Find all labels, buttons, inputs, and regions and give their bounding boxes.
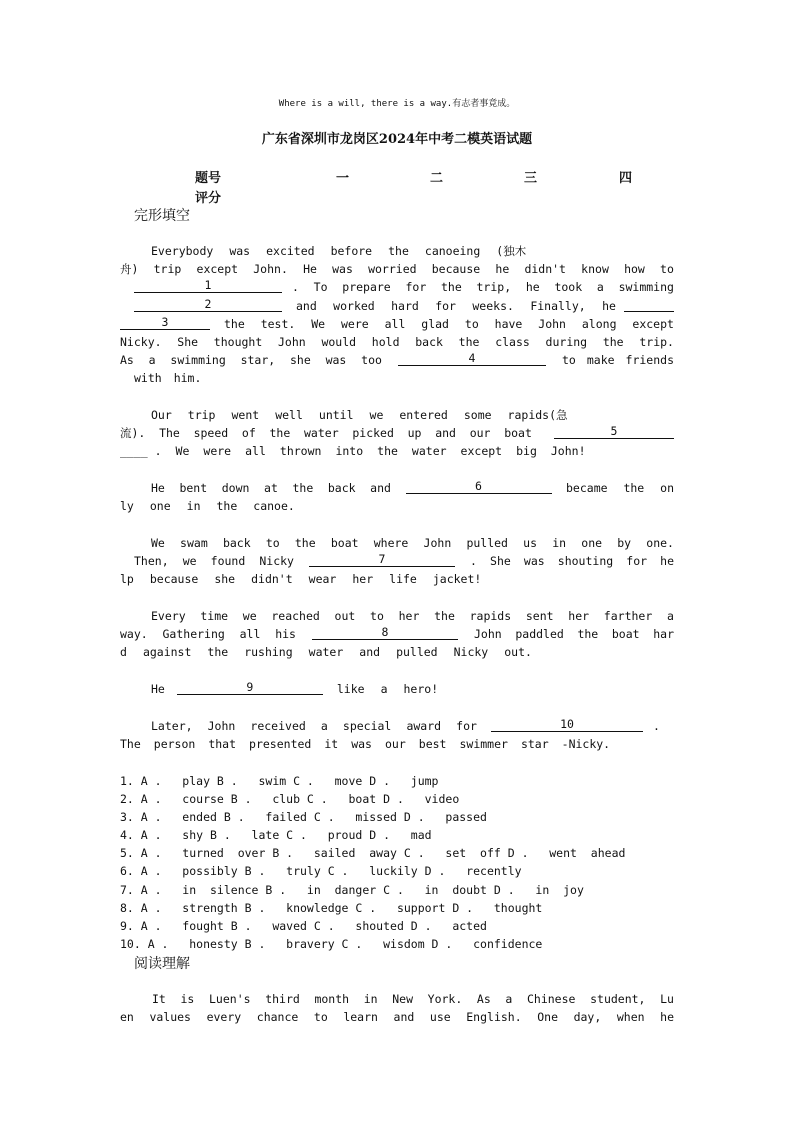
word: water <box>308 645 344 660</box>
word: New <box>392 992 413 1006</box>
word: a <box>320 719 328 733</box>
word: was <box>332 262 353 277</box>
word: and <box>359 645 381 660</box>
word: hold <box>371 334 400 349</box>
word: weeks. <box>472 298 514 313</box>
word: She <box>490 554 511 569</box>
blank-1[interactable]: 1 <box>134 278 282 293</box>
text-line <box>120 479 674 497</box>
word: -Nicky. <box>561 737 611 752</box>
word: a <box>666 609 674 623</box>
word: in <box>186 499 201 514</box>
word: He <box>151 481 165 495</box>
text-line <box>120 607 674 625</box>
word: swam <box>180 536 208 550</box>
word: her <box>568 609 590 623</box>
word: har <box>653 627 674 642</box>
word: pulled <box>466 536 508 550</box>
word: our <box>469 426 491 441</box>
word: hero! <box>403 682 439 696</box>
text-line <box>120 625 674 643</box>
word: were <box>340 316 369 331</box>
word: trip. <box>639 334 674 349</box>
word: we <box>182 554 197 569</box>
option-row: 2. A . course B . club C . boat D . video <box>120 792 460 807</box>
word: John <box>474 627 502 642</box>
text-line <box>120 534 674 552</box>
word: We <box>311 316 326 331</box>
word: way. <box>120 627 148 642</box>
option-row: 5. A . turned over B . sailed away C . set off D . went ahead <box>120 846 626 861</box>
word: canoe. <box>253 499 295 514</box>
word: back <box>415 334 443 349</box>
word: trip <box>187 408 216 422</box>
word: it <box>324 737 339 752</box>
section-heading-cloze: 完形填空 <box>134 208 190 224</box>
word: took <box>554 280 583 295</box>
word: John <box>538 316 566 331</box>
word: boat <box>611 627 640 642</box>
word: swimmer <box>459 737 508 752</box>
blank-6[interactable]: 6 <box>406 479 552 494</box>
word: day, <box>573 1010 602 1025</box>
word: every <box>206 1010 242 1025</box>
blank-4[interactable]: 4 <box>398 351 546 366</box>
word: until <box>318 408 354 422</box>
word: the <box>458 334 480 349</box>
word: except <box>632 316 674 331</box>
word: hard <box>391 298 419 313</box>
word: the <box>292 481 314 495</box>
word: before <box>330 244 373 258</box>
word: the <box>440 280 462 295</box>
word: third <box>265 992 300 1006</box>
word: on <box>660 481 674 495</box>
word: the <box>269 426 291 441</box>
word: rushing <box>244 645 293 660</box>
word: in <box>552 536 567 550</box>
word: life <box>389 572 417 587</box>
word: . <box>292 280 299 295</box>
word: received <box>250 719 306 733</box>
word: English. <box>466 1010 522 1025</box>
word: Every <box>151 609 186 623</box>
word: en <box>120 1010 134 1025</box>
word: trip, <box>476 280 512 295</box>
word: some <box>463 408 492 422</box>
word: swimming <box>170 353 226 368</box>
word: Nicky <box>453 645 489 660</box>
word: back <box>327 481 356 495</box>
word: into <box>335 444 364 459</box>
word: the <box>377 444 398 459</box>
word: he <box>525 280 540 295</box>
word: found <box>210 554 246 569</box>
word: He <box>303 262 317 277</box>
word: She <box>177 334 199 349</box>
word: except <box>196 262 239 277</box>
word: was <box>351 737 372 752</box>
word: ly <box>120 499 134 514</box>
text-line <box>120 315 674 333</box>
paragraph-7 <box>120 717 674 753</box>
blank-9[interactable]: 9 <box>177 680 323 695</box>
word: boat <box>504 426 532 441</box>
word: would <box>321 334 357 349</box>
word: As <box>476 992 491 1006</box>
word: star <box>520 737 549 752</box>
word: she <box>214 572 236 587</box>
word: 流). <box>120 426 146 441</box>
word: learn <box>343 1010 378 1025</box>
word: because <box>149 572 199 587</box>
word: We <box>175 444 190 459</box>
word: too <box>361 353 382 368</box>
word: farther <box>603 609 653 623</box>
word: and <box>296 298 317 313</box>
motto: Where is a will, there is a way.有志者事竟成。 <box>278 99 516 109</box>
score-table-col-1: 一 <box>336 171 350 186</box>
word: for <box>626 554 648 569</box>
word: The <box>159 426 180 441</box>
paragraph-2 <box>120 406 674 461</box>
word: is <box>180 992 195 1006</box>
word: Gathering <box>162 627 225 642</box>
word: reached <box>271 609 320 623</box>
word: student, <box>590 992 646 1006</box>
paragraph-4 <box>120 534 674 589</box>
word: against <box>142 645 192 660</box>
word: like <box>336 682 365 696</box>
word: didn't <box>524 262 566 277</box>
word: all <box>245 444 266 459</box>
option-row: 10. A . honesty B . bravery C . wisdom D . confidence <box>120 936 543 951</box>
word: the <box>623 481 645 495</box>
word: she <box>290 353 311 368</box>
word: award <box>406 719 442 733</box>
word: a <box>148 353 156 368</box>
word: he <box>602 298 616 313</box>
word: for <box>405 280 427 295</box>
word: John <box>278 334 306 349</box>
word: the <box>577 627 599 642</box>
paragraph-1 <box>120 242 674 388</box>
word: that <box>208 737 237 752</box>
word: use <box>429 1010 451 1025</box>
word: Everybody <box>151 244 214 258</box>
text-line <box>120 278 674 296</box>
word: where <box>373 536 409 550</box>
word: her <box>352 572 374 587</box>
text-line <box>120 242 674 260</box>
word: of <box>241 426 256 441</box>
word: the <box>224 316 245 331</box>
word: month <box>314 992 350 1006</box>
option-row: 3. A . ended B . failed C . missed D . passed <box>120 810 487 825</box>
word: one <box>149 499 171 514</box>
word: how <box>624 262 645 277</box>
word: he <box>660 1010 674 1025</box>
word: As <box>120 353 134 368</box>
word: us <box>523 536 538 550</box>
word: and <box>370 481 391 495</box>
word: friends <box>625 353 674 368</box>
word: was <box>523 554 545 569</box>
word: ____ . <box>120 444 162 459</box>
word: special <box>342 719 392 733</box>
word: speed <box>193 426 229 441</box>
word: glad <box>421 316 449 331</box>
text-line <box>120 1008 674 1026</box>
word: to <box>660 262 674 277</box>
word: our <box>384 737 406 752</box>
score-table-row-label: 题号 <box>195 171 222 186</box>
word: entered <box>399 408 448 422</box>
word: one. <box>646 536 674 550</box>
word: Finally, <box>530 298 586 313</box>
word: pulled <box>396 645 438 660</box>
word: thought <box>213 334 263 349</box>
score-table-col-2: 二 <box>430 171 444 186</box>
word: Then, <box>134 554 169 569</box>
word: jacket! <box>432 572 482 587</box>
option-row: 4. A . shy B . late C . proud D . mad <box>120 828 432 843</box>
word: sent <box>525 609 554 623</box>
text-line <box>120 735 674 753</box>
blank-10[interactable]: 10 <box>491 717 643 732</box>
word: to <box>370 609 384 623</box>
text-line <box>120 333 674 351</box>
word: water <box>411 444 447 459</box>
option-row: 8. A . strength B . knowledge C . support D . thought <box>120 900 543 915</box>
word: One <box>537 1010 558 1025</box>
blank-5[interactable]: 5 <box>554 424 674 439</box>
word: was <box>229 244 251 258</box>
word: wear <box>308 572 337 587</box>
word: the <box>216 499 238 514</box>
word: were <box>203 444 232 459</box>
word: water <box>304 426 339 441</box>
word: worried <box>368 262 417 277</box>
word: for <box>435 298 456 313</box>
reading-passage <box>120 990 674 1026</box>
word: to <box>464 316 479 331</box>
word: rapids(急 <box>507 408 568 422</box>
word: (独木 <box>496 244 527 258</box>
word: swimming <box>618 280 674 295</box>
blank-3-start <box>624 297 674 312</box>
word: the <box>207 645 229 660</box>
word: It <box>152 992 166 1006</box>
word: test. <box>260 316 296 331</box>
text-line <box>120 406 674 424</box>
word: 舟) <box>120 262 139 277</box>
word: and <box>435 426 456 441</box>
word: the <box>434 609 455 623</box>
word: he <box>660 554 674 569</box>
score-table-col-4: 四 <box>619 171 633 186</box>
word: him. <box>173 371 202 386</box>
word: John! <box>550 444 586 459</box>
text-line: Later, John received a special award for 10 . <box>120 717 674 735</box>
word: by <box>617 536 632 550</box>
blank-2[interactable]: 2 <box>134 297 282 312</box>
word: to <box>313 1010 328 1025</box>
word: make <box>586 353 615 368</box>
paragraph-5 <box>120 607 674 662</box>
word: and <box>393 1010 415 1025</box>
text-line <box>120 552 674 570</box>
word: we <box>242 609 257 623</box>
text-line <box>120 643 674 661</box>
word: Our <box>151 408 172 422</box>
word: shouting <box>557 554 614 569</box>
word: all <box>239 627 261 642</box>
word: Later, <box>151 719 193 733</box>
word: he <box>495 262 510 277</box>
text-line <box>120 497 674 515</box>
text-line <box>120 351 674 369</box>
word: John <box>207 719 236 733</box>
options-list <box>120 772 680 953</box>
word: trip <box>153 262 182 277</box>
word: To <box>313 280 328 295</box>
word: worked <box>333 298 375 313</box>
word: Chinese <box>526 992 576 1006</box>
text-line <box>120 570 674 588</box>
word: up <box>407 426 422 441</box>
word: prepare <box>342 280 391 295</box>
word: except <box>460 444 503 459</box>
word: was <box>325 353 347 368</box>
word: John. <box>253 262 288 277</box>
word: out. <box>504 645 532 660</box>
word: big <box>516 444 537 459</box>
word: Lu <box>660 992 674 1006</box>
word: time <box>200 609 229 623</box>
word: lp <box>120 572 134 587</box>
blank-8[interactable]: 8 <box>312 625 458 640</box>
word: to <box>265 536 280 550</box>
word: picked <box>352 426 394 441</box>
text-line <box>120 297 674 315</box>
word: when <box>616 1010 645 1025</box>
word: . <box>470 554 477 569</box>
option-row: 6. A . possibly B . truly C . luckily D . recently <box>120 864 522 879</box>
word: a <box>596 280 604 295</box>
option-row: 9. A . fought B . waved C . shouted D . acted <box>120 918 487 933</box>
text-line <box>120 424 674 442</box>
word: the <box>388 244 409 258</box>
text-line: He 9 like a hero! <box>120 680 674 698</box>
word: We <box>151 536 165 550</box>
word: excited <box>266 244 315 258</box>
option-row: 7. A . in silence B . in danger C . in doubt D . in joy <box>120 882 584 897</box>
word: person <box>153 737 196 752</box>
word: at <box>264 481 278 495</box>
word: her <box>398 609 420 623</box>
word: his <box>275 627 296 642</box>
blank-7[interactable]: 7 <box>309 552 455 567</box>
word: best <box>418 737 447 752</box>
word: with <box>134 371 162 386</box>
word: presented <box>249 737 312 752</box>
word: for <box>456 719 477 733</box>
word: one <box>581 536 603 550</box>
word: The <box>120 737 141 752</box>
score-table-score-label: 评分 <box>195 191 222 206</box>
paragraph-3 <box>120 479 674 515</box>
word: boat <box>330 536 359 550</box>
word: all <box>384 316 406 331</box>
word: out <box>334 609 356 623</box>
word: during <box>545 334 588 349</box>
text-line <box>120 990 674 1008</box>
word: thrown <box>279 444 322 459</box>
text-line <box>120 260 674 278</box>
section-heading-reading: 阅读理解 <box>134 956 190 972</box>
word: didn't <box>251 572 293 587</box>
option-row: 1. A . play B . swim C . move D . jump <box>120 774 439 788</box>
word: paddled <box>515 627 564 642</box>
blank-3[interactable]: 3 <box>120 315 210 330</box>
word: have <box>494 316 523 331</box>
word: the <box>294 536 316 550</box>
word: the <box>602 334 624 349</box>
word: a <box>505 992 513 1006</box>
paragraph-6 <box>120 680 674 698</box>
text-line <box>120 442 674 460</box>
word: because <box>431 262 481 277</box>
score-table-col-3: 三 <box>524 171 538 186</box>
word: class <box>495 334 530 349</box>
word: Nicky <box>259 554 294 569</box>
word: a <box>380 682 388 696</box>
word: along <box>581 316 617 331</box>
word: York. <box>427 992 463 1006</box>
word: bent <box>179 481 208 495</box>
word: went <box>231 408 260 422</box>
page-title: 广东省深圳市龙岗区2024年中考二模英语试题 <box>261 132 533 147</box>
word: Nicky. <box>120 334 162 349</box>
word: d <box>120 645 127 660</box>
word: rapids <box>469 609 512 623</box>
word: John <box>423 536 452 550</box>
word: back <box>222 536 251 550</box>
word: we <box>369 408 384 422</box>
word: to <box>562 353 576 368</box>
word: well <box>275 408 303 422</box>
word: chance <box>256 1010 299 1025</box>
word: star, <box>240 353 276 368</box>
word: know <box>581 262 609 277</box>
word: values <box>149 1010 191 1025</box>
word: down <box>221 481 250 495</box>
word: canoeing <box>424 244 481 258</box>
word: became <box>566 481 608 495</box>
word: in <box>363 992 378 1006</box>
text-line <box>120 369 674 387</box>
word: Luen's <box>209 992 251 1006</box>
